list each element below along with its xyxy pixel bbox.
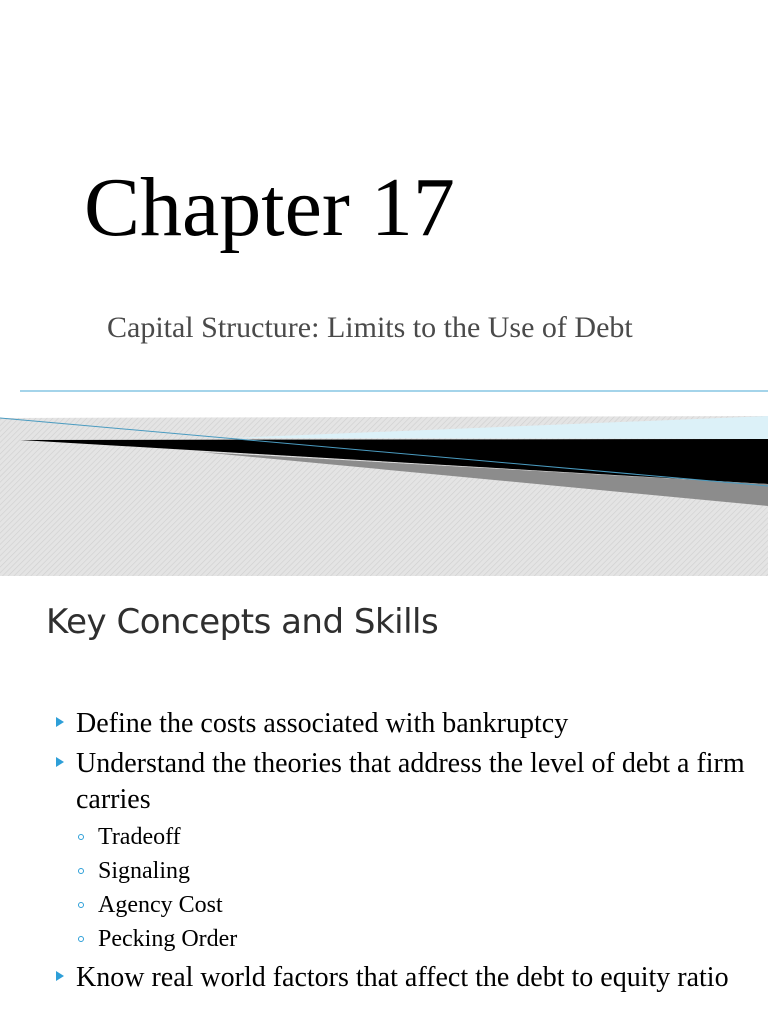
sub-bullet-item [76, 820, 746, 854]
sub-bullet-item [76, 888, 746, 922]
bullet-arrow-icon [56, 971, 64, 981]
sub-bullet-text: Pecking Order [98, 926, 238, 952]
bullet-list [56, 706, 746, 1000]
bullet-arrow-icon [56, 757, 64, 767]
sub-bullet-list [76, 820, 746, 956]
bullet-text: Define the costs associated with bankruptcy [76, 708, 569, 739]
bullet-item [56, 960, 746, 996]
ring-bullet-icon [78, 868, 84, 874]
ring-bullet-icon [78, 936, 84, 942]
ring-bullet-icon [78, 834, 84, 840]
slide-heading: Key Concepts and Skills [46, 602, 439, 642]
sub-bullet-item [76, 922, 746, 956]
ring-bullet-icon [78, 902, 84, 908]
bullet-item [56, 746, 746, 956]
slide-title: Chapter 17 [84, 161, 455, 254]
sub-bullet-item [76, 854, 746, 888]
bullet-item [56, 706, 746, 742]
decorative-band [0, 380, 768, 576]
slide-subtitle: Capital Structure: Limits to the Use of Debt [107, 311, 633, 344]
sub-bullet-text: Signaling [98, 858, 191, 884]
sub-bullet-text: Tradeoff [98, 824, 181, 850]
bullet-text: Understand the theories that address the level of debt a firm carries [76, 748, 745, 815]
bullet-arrow-icon [56, 717, 64, 727]
sub-bullet-text: Agency Cost [98, 892, 223, 918]
content-slide [0, 576, 768, 1024]
bullet-text: Know real world factors that affect the debt to equity ratio [76, 962, 729, 993]
